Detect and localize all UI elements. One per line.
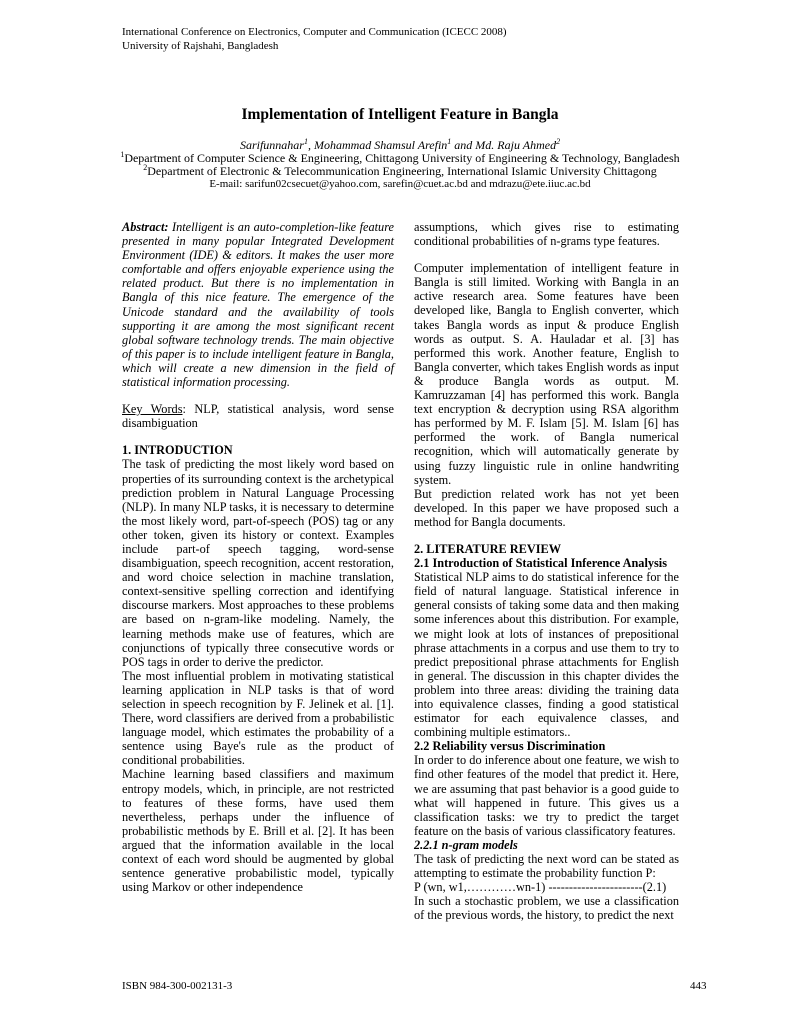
abstract xyxy=(122,220,394,389)
conference-name: International Conference on Electronics, Computer and Communication (ICECC 2008) xyxy=(122,26,507,38)
affiliation-1: $^1$Department of Computer Science & Engineering, Chittagong University of Engineering & Technology, Bangladesh xyxy=(120,150,680,165)
isbn: ISBN 984-300-002131-3 xyxy=(122,980,233,992)
intro-paragraph-3: Machine learning based classifiers and maximum entropy models, which, in principle, are not restricted to features of these forms, have used them nevertheless, perhaps under the influence of probabilistic methods by E. Brill et al. [2]. It has been argued that the information available in the local context of each word should be augmented by global sentence generative probabilistic model, typically using Markov or other independence xyxy=(122,767,394,895)
literature-review-heading: 2. LITERATURE REVIEW xyxy=(414,541,562,556)
affiliation-2: $^2$Department of Electronic & Telecommunication Engineering, International Islamic University Chittagong xyxy=(143,163,657,178)
section-2-2-heading: 2.2 Reliability versus Discrimination xyxy=(414,739,606,754)
conference-header xyxy=(122,25,507,53)
keywords-text: : NLP, statistical analysis, word sense disambiguation xyxy=(122,402,394,431)
prediction-paragraph: But prediction related work has not yet been developed. In this paper we have proposed such a method for Bangla documents. xyxy=(414,486,679,529)
continued-paragraph: assumptions, which gives rise to estimating conditional probabilities of n-grams type features. xyxy=(414,220,679,249)
equation-2-1: P (wn, w1,…………wn-1) -----------------------(2.1) xyxy=(414,880,667,895)
intro-paragraph-1: The task of predicting the most likely word based on properties of its surrounding context is the archetypical prediction problem in Natural Language Processing (NLP). In many NLP tasks, it is necessary to determine the most likely word, part-of-speech (POS) tag or any other token, given its history or context. Examples include part-of speech tagging, word-sense disambiguation, speech recognition, accent restoration, and word choice selection in machine translation, context-sensitive spelling correction and identifying discourse markers. Most approaches to these problems are based on n-gram-like modeling. Namely, the learning methods make use of features, which are conjunctions of typically three consecutive words or POS tags in order to derive the predictor. xyxy=(122,457,394,669)
section-2-2-paragraph: In order to do inference about one feature, we wish to find other features of the model that predict it. Here, we are assuming that past behavior is a good guide to what will happened in future. This gives us a classification tasks: we try to predict the target feature on the basis of various classificatory features. xyxy=(414,753,679,838)
page-number: 443 xyxy=(690,980,707,992)
author-emails: E-mail: sarifun02csecuet@yahoo.com, sarefin@cuet.ac.bd and mdrazu@ete.iiuc.ac.bd xyxy=(209,178,591,190)
author-block xyxy=(0,139,800,191)
conference-venue: University of Rajshahi, Bangladesh xyxy=(122,40,279,52)
abstract-label: Abstract: xyxy=(122,220,169,234)
keywords xyxy=(122,402,394,430)
section-2-2-1-heading: 2.2.1 n-gram models xyxy=(414,837,518,852)
right-column xyxy=(414,220,679,923)
left-column xyxy=(122,220,394,894)
author-names: Sarifunnahar$^1$, Mohammad Shamsul Arefin$^1$ and Md. Raju Ahmed$^2$ xyxy=(239,137,561,152)
abstract-text: Intelligent is an auto-completion-like feature presented in many popular Integrated Development Environment (IDE) & editors. It makes the user more comfortable and offers enjoyable experience using the related product. But there is no implementation in Bangla of this nice feature. The emergence of the Unicode standard and the availability of tools supporting it are among the most significant recent global software technology trends. The main objective of this paper is to include intelligent feature in Bangla, which will create a new dimension in the field of statistical information processing. xyxy=(122,220,394,390)
keywords-label: Key Words xyxy=(122,402,183,417)
introduction-heading: 1. INTRODUCTION xyxy=(122,443,233,458)
paper-title: Implementation of Intelligent Feature in Bangla xyxy=(241,106,559,123)
section-2-1-heading: 2.1 Introduction of Statistical Inference Analysis xyxy=(414,556,668,571)
section-2-2-1-paragraph: The task of predicting the next word can be stated as attempting to estimate the probability function P: xyxy=(414,852,679,881)
section-2-2-1-paragraph-2: In such a stochastic problem, we use a classification of the previous words, the history, to predict the next xyxy=(414,894,679,923)
section-2-1-paragraph: Statistical NLP aims to do statistical inference for the field of natural language. Statistical inference in general consists of taking some data and then making some inferences about this distribution. For example, we might look at lots of instances of prepositional phrase attachments in a corpus and use them to try to predict prepositional phrase attachments for English in general. The discussion in this chapter divides the problem into three areas: dividing the training data into equivalence classes, finding a good statistical estimator for each equivalence classes, and combining multiple estimators.. xyxy=(414,570,679,740)
intro-paragraph-2: The most influential problem in motivating statistical learning application in NLP tasks is that of word selection in speech recognition by F. Jelinek et al. [1]. There, word classifiers are derived from a probabilistic language model, which estimates the probability of a sentence using Baye's rule as the product of conditional probabilities. xyxy=(122,668,394,768)
computer-implementation-paragraph: Computer implementation of intelligent feature in Bangla is still limited. Working with Bangla in an active research area. Some features have been developed like, Bangla to English converter, which takes Bangla words as input & produce English words as output. S. A. Hauladar et al. [3] has performed this work. Another feature, English to Bangla converter, which takes English words as input & produce Bangla words as output. M. Kamruzzaman [4] has performed this work. Bangla text encryption & decryption using RSA algorithm has performed by M. F. Islam [5]. M. Islam [6] has performed the work. of Bangla numerical recognition, which will automatically generate by using fuzzy linguistic rule in online handwriting system. xyxy=(414,261,679,487)
